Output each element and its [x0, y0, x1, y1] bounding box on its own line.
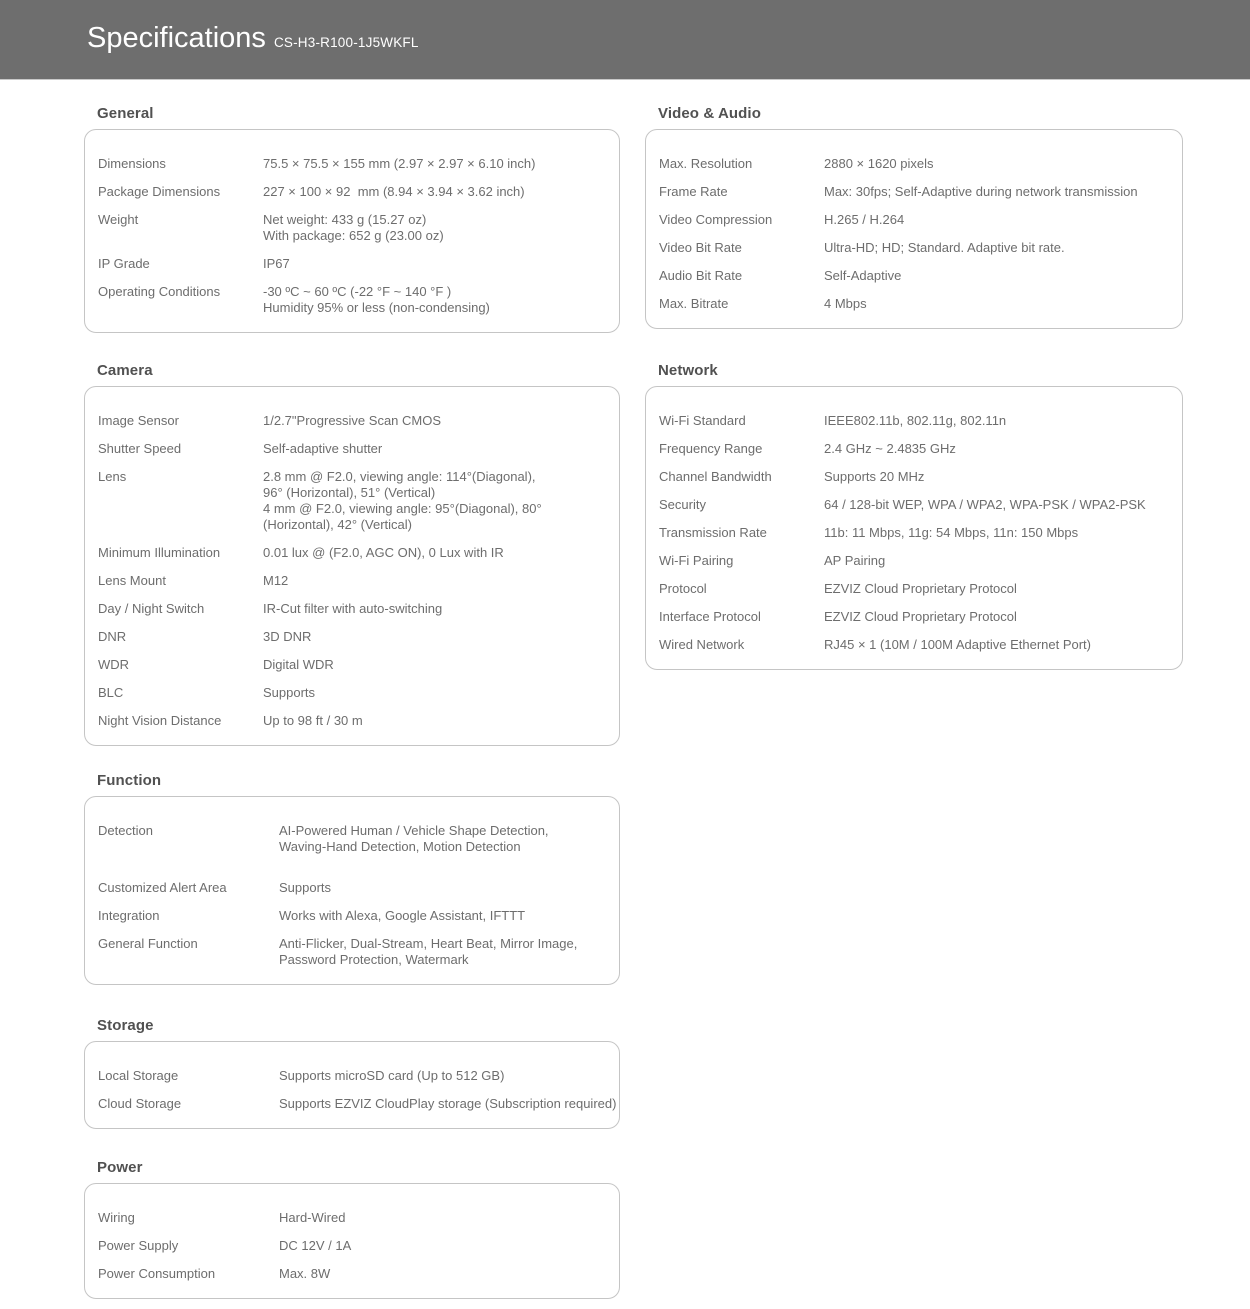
spec-row — [98, 629, 607, 645]
spec-value — [263, 573, 607, 589]
section-title: Storage — [97, 1017, 154, 1034]
spec-value-line: RJ45 × 1 (10M / 100M Adaptive Ethernet Port) — [824, 637, 1092, 652]
spec-value — [824, 637, 1170, 653]
spec-row — [98, 284, 607, 316]
spec-value — [263, 156, 607, 172]
spec-row — [98, 936, 607, 968]
spec-label: Wired Network — [659, 637, 745, 652]
spec-row — [98, 441, 607, 457]
spec-value — [263, 256, 607, 272]
spec-row — [98, 1096, 617, 1112]
spec-value — [279, 880, 607, 896]
spec-label: Security — [659, 497, 706, 512]
spec-label: Channel Bandwidth — [659, 469, 772, 484]
spec-value-line: Net weight: 433 g (15.27 oz) — [263, 212, 427, 227]
spec-label: DNR — [98, 629, 127, 644]
spec-value — [263, 284, 607, 316]
spec-label: Shutter Speed — [98, 441, 182, 456]
spec-label: Max. Resolution — [659, 156, 753, 171]
spec-row — [659, 184, 1170, 200]
spec-value-line: 2.4 GHz ~ 2.4835 GHz — [824, 441, 956, 456]
spec-card — [84, 1183, 620, 1299]
spec-value-line: 75.5 × 75.5 × 155 mm (2.97 × 2.97 × 6.10 inch) — [263, 156, 536, 171]
spec-row — [98, 469, 607, 533]
spec-row — [659, 525, 1170, 541]
spec-value — [279, 908, 607, 924]
spec-value — [824, 413, 1170, 429]
spec-value — [263, 601, 607, 617]
spec-value — [279, 1096, 616, 1112]
spec-label: Package Dimensions — [98, 184, 221, 199]
section-camera — [84, 363, 620, 746]
spec-value — [824, 240, 1170, 256]
section-title: General — [97, 105, 154, 122]
spec-card — [84, 796, 620, 985]
spec-label: Night Vision Distance — [98, 713, 222, 728]
spec-value — [824, 469, 1170, 485]
spec-value-line: 11b: 11 Mbps, 11g: 54 Mbps, 11n: 150 Mbps — [824, 525, 1079, 540]
spec-value — [263, 413, 607, 429]
spec-value — [263, 629, 607, 645]
spec-label: IP Grade — [98, 256, 150, 271]
spec-label: Local Storage — [98, 1068, 179, 1083]
spec-row — [659, 609, 1170, 625]
spec-label: BLC — [98, 685, 124, 700]
spec-value-line: (Horizontal), 42° (Vertical) — [263, 517, 412, 532]
section-title: Function — [97, 772, 162, 789]
spec-value-line: Humidity 95% or less (non-condensing) — [263, 300, 490, 315]
spec-row — [98, 545, 607, 561]
spec-value-line: EZVIZ Cloud Proprietary Protocol — [824, 581, 1017, 596]
spec-row — [98, 685, 607, 701]
spec-row — [659, 240, 1170, 256]
spec-row — [98, 823, 607, 855]
spec-value-line: H.265 / H.264 — [824, 212, 905, 227]
spec-label: Cloud Storage — [98, 1096, 182, 1111]
spec-row — [659, 156, 1170, 172]
spec-label: Dimensions — [98, 156, 166, 171]
spec-value-line: IEEE802.11b, 802.11g, 802.11n — [824, 413, 1007, 428]
spec-row — [98, 413, 607, 429]
spec-card — [84, 129, 620, 333]
spec-value-line: Supports — [263, 685, 316, 700]
spec-row — [659, 413, 1170, 429]
spec-card — [84, 386, 620, 746]
spec-value-line: -30 ºC ~ 60 ºC (-22 °F ~ 140 °F ) — [263, 284, 452, 299]
spec-value — [824, 296, 1170, 312]
spec-value-line: 96° (Horizontal), 51° (Vertical) — [263, 485, 436, 500]
spec-row — [98, 601, 607, 617]
spec-row — [659, 296, 1170, 312]
spec-label: Protocol — [659, 581, 707, 596]
spec-label: WDR — [98, 657, 130, 672]
spec-value — [279, 1266, 607, 1282]
spec-label: General Function — [98, 936, 198, 951]
spec-value — [263, 545, 607, 561]
spec-row — [98, 908, 607, 924]
spec-value-line: 2880 × 1620 pixels — [824, 156, 934, 171]
spec-value-line: EZVIZ Cloud Proprietary Protocol — [824, 609, 1017, 624]
spec-label: Minimum Illumination — [98, 545, 221, 560]
spec-card — [645, 386, 1183, 670]
spec-row — [659, 268, 1170, 284]
spec-row — [98, 880, 607, 896]
spec-value-line: Supports EZVIZ CloudPlay storage (Subscription required) — [279, 1096, 617, 1111]
spec-label: Lens — [98, 469, 127, 484]
spec-row — [98, 1266, 607, 1282]
spec-label: Lens Mount — [98, 573, 166, 588]
spec-value-line: Supports — [279, 880, 332, 895]
spec-value — [263, 441, 607, 457]
spec-row — [98, 156, 607, 172]
spec-value — [824, 497, 1170, 513]
spec-value-line: AP Pairing — [824, 553, 886, 568]
spec-label: Wi-Fi Standard — [659, 413, 746, 428]
spec-value — [263, 685, 607, 701]
spec-row — [98, 212, 607, 244]
spec-label: Power Supply — [98, 1238, 179, 1253]
spec-row — [98, 573, 607, 589]
spec-label: Wiring — [98, 1210, 135, 1225]
spec-value — [824, 609, 1170, 625]
spec-label: Detection — [98, 823, 153, 838]
page-title: Specifications — [87, 22, 266, 54]
section-function — [84, 773, 620, 985]
spec-row — [659, 469, 1170, 485]
spec-value-line: 0.01 lux @ (F2.0, AGC ON), 0 Lux with IR — [263, 545, 504, 560]
spec-value — [263, 184, 607, 200]
spec-card — [645, 129, 1183, 329]
spec-value-line: Hard-Wired — [279, 1210, 346, 1225]
spec-value-line: Self-Adaptive — [824, 268, 902, 283]
product-model: CS-H3-R100-1J5WKFL — [273, 35, 419, 50]
spec-value-line: Self-adaptive shutter — [263, 441, 383, 456]
spec-label: Frequency Range — [659, 441, 763, 456]
spec-value — [263, 713, 607, 729]
page-header-inner — [0, 0, 1250, 53]
spec-value-line: Digital WDR — [263, 657, 334, 672]
spec-value — [824, 156, 1170, 172]
spec-value-line: 1/2.7"Progressive Scan CMOS — [263, 413, 442, 428]
spec-value-line: IP67 — [263, 256, 290, 271]
spec-value — [279, 823, 607, 855]
spec-value — [263, 212, 607, 244]
spec-row — [98, 1068, 607, 1084]
spec-value-line: Anti-Flicker, Dual-Stream, Heart Beat, Mirror Image, — [279, 936, 578, 951]
spec-value — [279, 1238, 607, 1254]
spec-label: Power Consumption — [98, 1266, 216, 1281]
spec-row — [659, 553, 1170, 569]
spec-label: Image Sensor — [98, 413, 179, 428]
spec-value — [263, 469, 607, 533]
spec-value-line: Up to 98 ft / 30 m — [263, 713, 363, 728]
spec-label: Transmission Rate — [659, 525, 767, 540]
spec-value-line: AI-Powered Human / Vehicle Shape Detection, — [279, 823, 549, 838]
spec-value — [824, 525, 1170, 541]
spec-value-line: 4 Mbps — [824, 296, 867, 311]
spec-value-line: Max: 30fps; Self-Adaptive during network transmission — [824, 184, 1138, 199]
section-video-audio — [645, 106, 1183, 329]
spec-value-line: IR-Cut filter with auto-switching — [263, 601, 443, 616]
spec-label: Operating Conditions — [98, 284, 221, 299]
spec-label: Wi-Fi Pairing — [659, 553, 734, 568]
section-storage — [84, 1018, 620, 1129]
section-title: Camera — [97, 362, 153, 379]
spec-value — [279, 1068, 607, 1084]
spec-value-line: 3D DNR — [263, 629, 312, 644]
section-power — [84, 1160, 620, 1299]
spec-value-line: Supports 20 MHz — [824, 469, 925, 484]
spec-value-line: Waving-Hand Detection, Motion Detection — [279, 839, 521, 854]
spec-value-line: 4 mm @ F2.0, viewing angle: 95°(Diagonal), 80° — [263, 501, 542, 516]
section-title: Network — [658, 362, 718, 379]
spec-row — [659, 212, 1170, 228]
spec-label: Max. Bitrate — [659, 296, 729, 311]
spec-value-line: 2.8 mm @ F2.0, viewing angle: 114°(Diagonal), — [263, 469, 536, 484]
spec-value — [824, 212, 1170, 228]
spec-label: Video Bit Rate — [659, 240, 742, 255]
spec-label: Integration — [98, 908, 160, 923]
spec-card — [84, 1041, 620, 1129]
spec-value-line: With package: 652 g (23.00 oz) — [263, 228, 444, 243]
section-title: Power — [97, 1159, 143, 1176]
spec-value-line: 227 × 100 × 92 mm (8.94 × 3.94 × 3.62 inch) — [263, 184, 525, 199]
spec-label: Day / Night Switch — [98, 601, 205, 616]
section-title: Video & Audio — [658, 105, 761, 122]
spec-label: Customized Alert Area — [98, 880, 227, 895]
spec-row — [98, 713, 607, 729]
section-network — [645, 363, 1183, 670]
spec-value-line: 64 / 128-bit WEP, WPA / WPA2, WPA-PSK / WPA2-PSK — [824, 497, 1146, 512]
spec-label: Audio Bit Rate — [659, 268, 743, 283]
spec-value — [263, 657, 607, 673]
spec-label: Interface Protocol — [659, 609, 761, 624]
spec-label: Frame Rate — [659, 184, 728, 199]
spec-value — [824, 441, 1170, 457]
spec-row — [98, 184, 607, 200]
spec-value-line: Supports microSD card (Up to 512 GB) — [279, 1068, 505, 1083]
spec-row — [98, 1238, 607, 1254]
spec-label: Video Compression — [659, 212, 773, 227]
spec-row — [98, 256, 607, 272]
spec-value-line: M12 — [263, 573, 289, 588]
spec-value — [824, 581, 1170, 597]
spec-value-line: Ultra-HD; HD; Standard. Adaptive bit rate. — [824, 240, 1065, 255]
spec-row — [659, 497, 1170, 513]
spec-value — [279, 1210, 607, 1226]
section-general — [84, 106, 620, 333]
spec-value — [279, 936, 607, 968]
spec-value-line: Max. 8W — [279, 1266, 331, 1281]
spec-row — [659, 441, 1170, 457]
spec-value — [824, 553, 1170, 569]
spec-label: Weight — [98, 212, 139, 227]
spec-row — [659, 581, 1170, 597]
spec-value-line: DC 12V / 1A — [279, 1238, 352, 1253]
spec-row — [98, 1210, 607, 1226]
spec-value-line: Password Protection, Watermark — [279, 952, 469, 967]
spec-row — [659, 637, 1170, 653]
spec-value — [824, 184, 1170, 200]
spec-value-line: Works with Alexa, Google Assistant, IFTTT — [279, 908, 526, 923]
spec-row — [98, 657, 607, 673]
page-header — [0, 0, 1250, 80]
spec-value — [824, 268, 1170, 284]
